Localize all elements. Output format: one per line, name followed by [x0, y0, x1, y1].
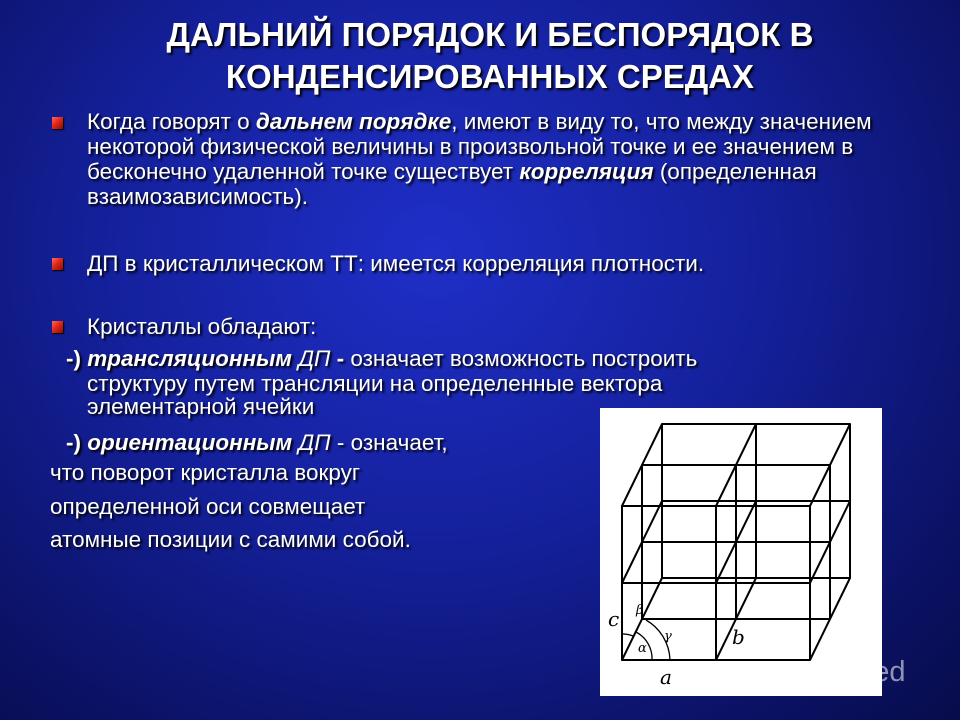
label-b: b [732, 625, 745, 649]
bullet-1-part-1: Когда говорят о [87, 109, 256, 134]
term-correlation: корреляция [519, 159, 654, 184]
label-a: a [660, 665, 672, 689]
sub-2-prefix: -) [66, 430, 88, 455]
label-beta: β [636, 603, 644, 618]
bullet-icon [52, 258, 63, 270]
bullet-1-part-3: (определенная взаимозависимость). [87, 159, 817, 209]
slide-title [60, 14, 920, 98]
watermark-text: Shared [812, 655, 906, 688]
label-gamma: γ [664, 629, 672, 644]
term-long-range-order: дальнем порядке [255, 109, 452, 134]
title-line-2: КОНДЕНСИРОВАННЫХ СРЕДАХ [225, 58, 755, 95]
label-c: c [608, 607, 620, 631]
sub-2-rest: - означает, [330, 430, 448, 455]
sub-2-dp: ДП [292, 430, 331, 455]
bullet-3-text: Кристаллы обладают: [87, 314, 317, 339]
sub-1-dp: ДП [291, 346, 331, 371]
bullet-icon [52, 321, 63, 333]
sub-item-orientational [66, 430, 606, 455]
term-orientational: ориентационным [87, 430, 293, 455]
plain-line-1: что поворот кристалла вокруг [50, 460, 361, 485]
bullet-icon [52, 117, 63, 129]
sub-1-line-3: элементарной ячейки [87, 394, 315, 419]
title-line-1: ДАЛЬНИЙ ПОРЯДОК И БЕСПОРЯДОК В [166, 16, 814, 53]
label-alpha: α [638, 641, 647, 656]
bullet-1-text [87, 109, 927, 209]
bullet-1-part-2: , имеют в виду то, что между значением некоторой физической величины в произвольной точке и ее значением в бесконечно удаленной точке существует [87, 109, 872, 184]
watermark [768, 652, 906, 692]
term-translational: трансляционным [87, 346, 292, 371]
plain-line-3: атомные позиции с самими собой. [50, 527, 411, 552]
plain-line-2: определенной оси совмещает [50, 494, 366, 519]
sub-1-prefix: -) [66, 346, 88, 371]
sub-1-line-2: структуру путем трансляции на определенные вектора [87, 371, 663, 396]
sub-1-dash: - [330, 346, 351, 371]
slideshare-icon [768, 653, 806, 691]
sub-1-rest: означает возможность построить [350, 346, 698, 371]
bullet-2-text: ДП в кристаллическом ТТ: имеется корреляция плотности. [87, 251, 705, 276]
